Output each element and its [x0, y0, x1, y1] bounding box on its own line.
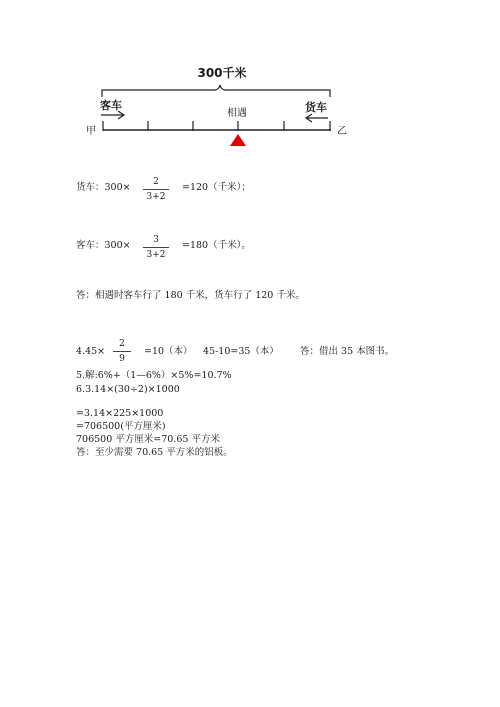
q6-line1: 6.3.14×(30÷2)×1000: [76, 384, 180, 395]
fraction-denominator: 3+2: [146, 192, 166, 202]
q4-result: =10（本）: [144, 346, 193, 357]
line-segment-diagram: [0, 0, 500, 160]
q6-line4: 706500 平方厘米=70.65 平方米: [76, 434, 220, 445]
meet-label: 相遇: [227, 108, 247, 119]
q5-solution: 5.解:6%+（1—6%）×5%=10.7%: [76, 370, 232, 381]
q4-fraction: [112, 339, 132, 364]
q6-line2: =3.14×225×1000: [76, 408, 164, 419]
fraction-numerator: 2: [119, 339, 125, 349]
fraction-bar: [143, 189, 169, 190]
point-jia-label: 甲: [86, 126, 96, 137]
q4-step2: 45-10=35（本）: [203, 346, 279, 357]
q4-answer: 答：借出 35 本图书。: [300, 346, 395, 357]
answer-3: 答：相遇时客车行了 180 千米，货车行了 120 千米。: [76, 290, 305, 301]
q6-line3: =706500(平方厘米): [76, 421, 166, 432]
bus-fraction: [142, 235, 170, 260]
q6-answer: 答：至少需要 70.65 平方米的铝板。: [76, 447, 233, 458]
distance-label: 300千米: [197, 66, 247, 80]
truck-label: 货车: [305, 101, 327, 114]
fraction-bar: [143, 247, 169, 248]
fraction-bar: [113, 351, 131, 352]
fraction-numerator: 2: [153, 177, 159, 187]
q4-prefix: 4.45×: [76, 346, 106, 357]
bus-calc-prefix: 客车：300×: [76, 240, 131, 251]
point-yi-label: 乙: [337, 126, 347, 137]
truck-calc-prefix: 货车：300×: [76, 182, 131, 193]
fraction-numerator: 3: [153, 235, 159, 245]
distance-brace: [102, 85, 330, 97]
truck-calc-result: =120（千米）；: [182, 182, 251, 193]
bus-calc-result: =180（千米）。: [182, 240, 251, 251]
truck-fraction: [142, 177, 170, 202]
fraction-denominator: 3+2: [146, 250, 166, 260]
fraction-denominator: 9: [119, 354, 125, 364]
bus-label: 客车: [100, 99, 122, 112]
meeting-marker: [230, 134, 246, 146]
